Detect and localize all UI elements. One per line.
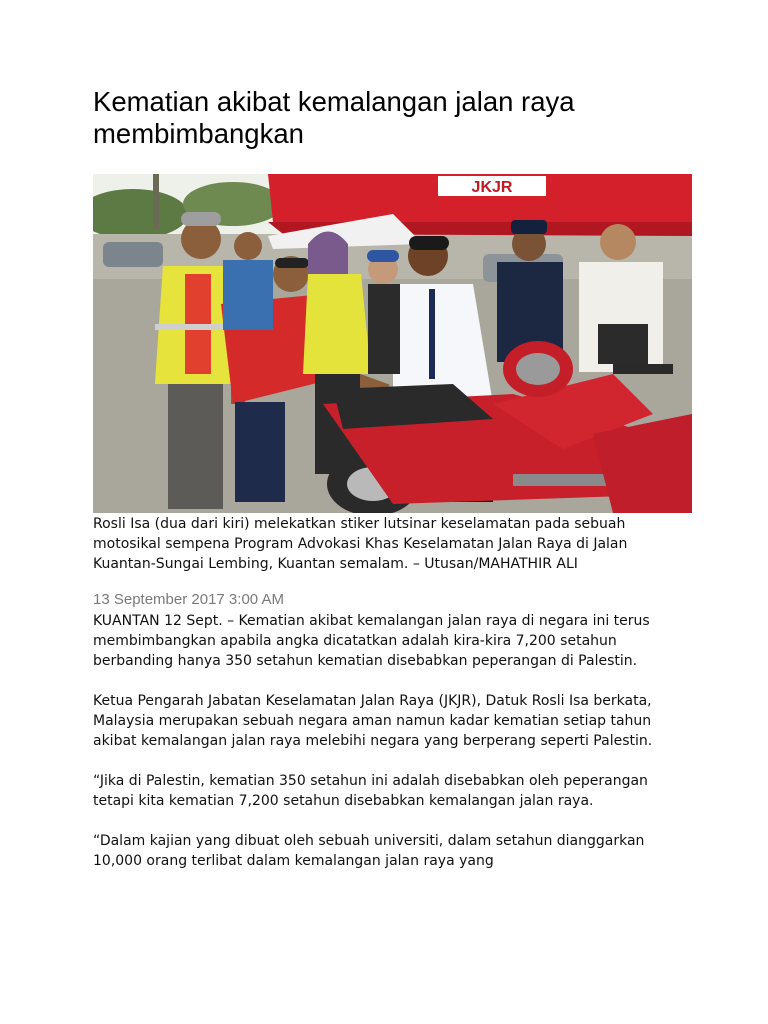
article-headline: Kematian akibat kemalangan jalan raya membimbangkan xyxy=(93,86,575,149)
article-photo xyxy=(93,174,692,513)
canopy-jkjr-label: JKJR xyxy=(471,179,513,196)
publish-date: 13 September 2017 3:00 AM xyxy=(93,591,284,608)
article-paragraph: “Dalam kajian yang dibuat oleh sebuah universiti, dalam setahun dianggarkan 10,000 orang terlibat dalam kemalangan jalan raya yang xyxy=(93,833,645,869)
article-paragraph: “Jika di Palestin, kematian 350 setahun ini adalah disebabkan oleh peperangan tetapi kita kematian 7,200 setahun disebabkan kemalangan jalan raya. xyxy=(93,773,648,809)
article-paragraph: Ketua Pengarah Jabatan Keselamatan Jalan Raya (JKJR), Datuk Rosli Isa berkata, Malaysia merupakan sebuah negara aman namun kadar kematian setiap tahun akibat kemalangan jalan raya melebihi negara yang berperang seperti Palestin. xyxy=(93,693,653,749)
article-body xyxy=(93,611,693,891)
article-paragraph: KUANTAN 12 Sept. – Kematian akibat kemalangan jalan raya di negara ini terus membimbangkan apabila angka dicatatkan adalah kira-kira 7,200 setahun berbanding hanya 350 setahun kematian disebabkan peperangan di Palestin. xyxy=(93,613,650,669)
photo-caption: Rosli Isa (dua dari kiri) melekatkan stiker lutsinar keselamatan pada sebuah motosikal sempena Program Advokasi Khas Keselamatan Jalan Raya di Jalan Kuantan-Sungai Lembing, Kuantan semalam. – Utusan/MAHATHIR ALI xyxy=(93,516,628,572)
